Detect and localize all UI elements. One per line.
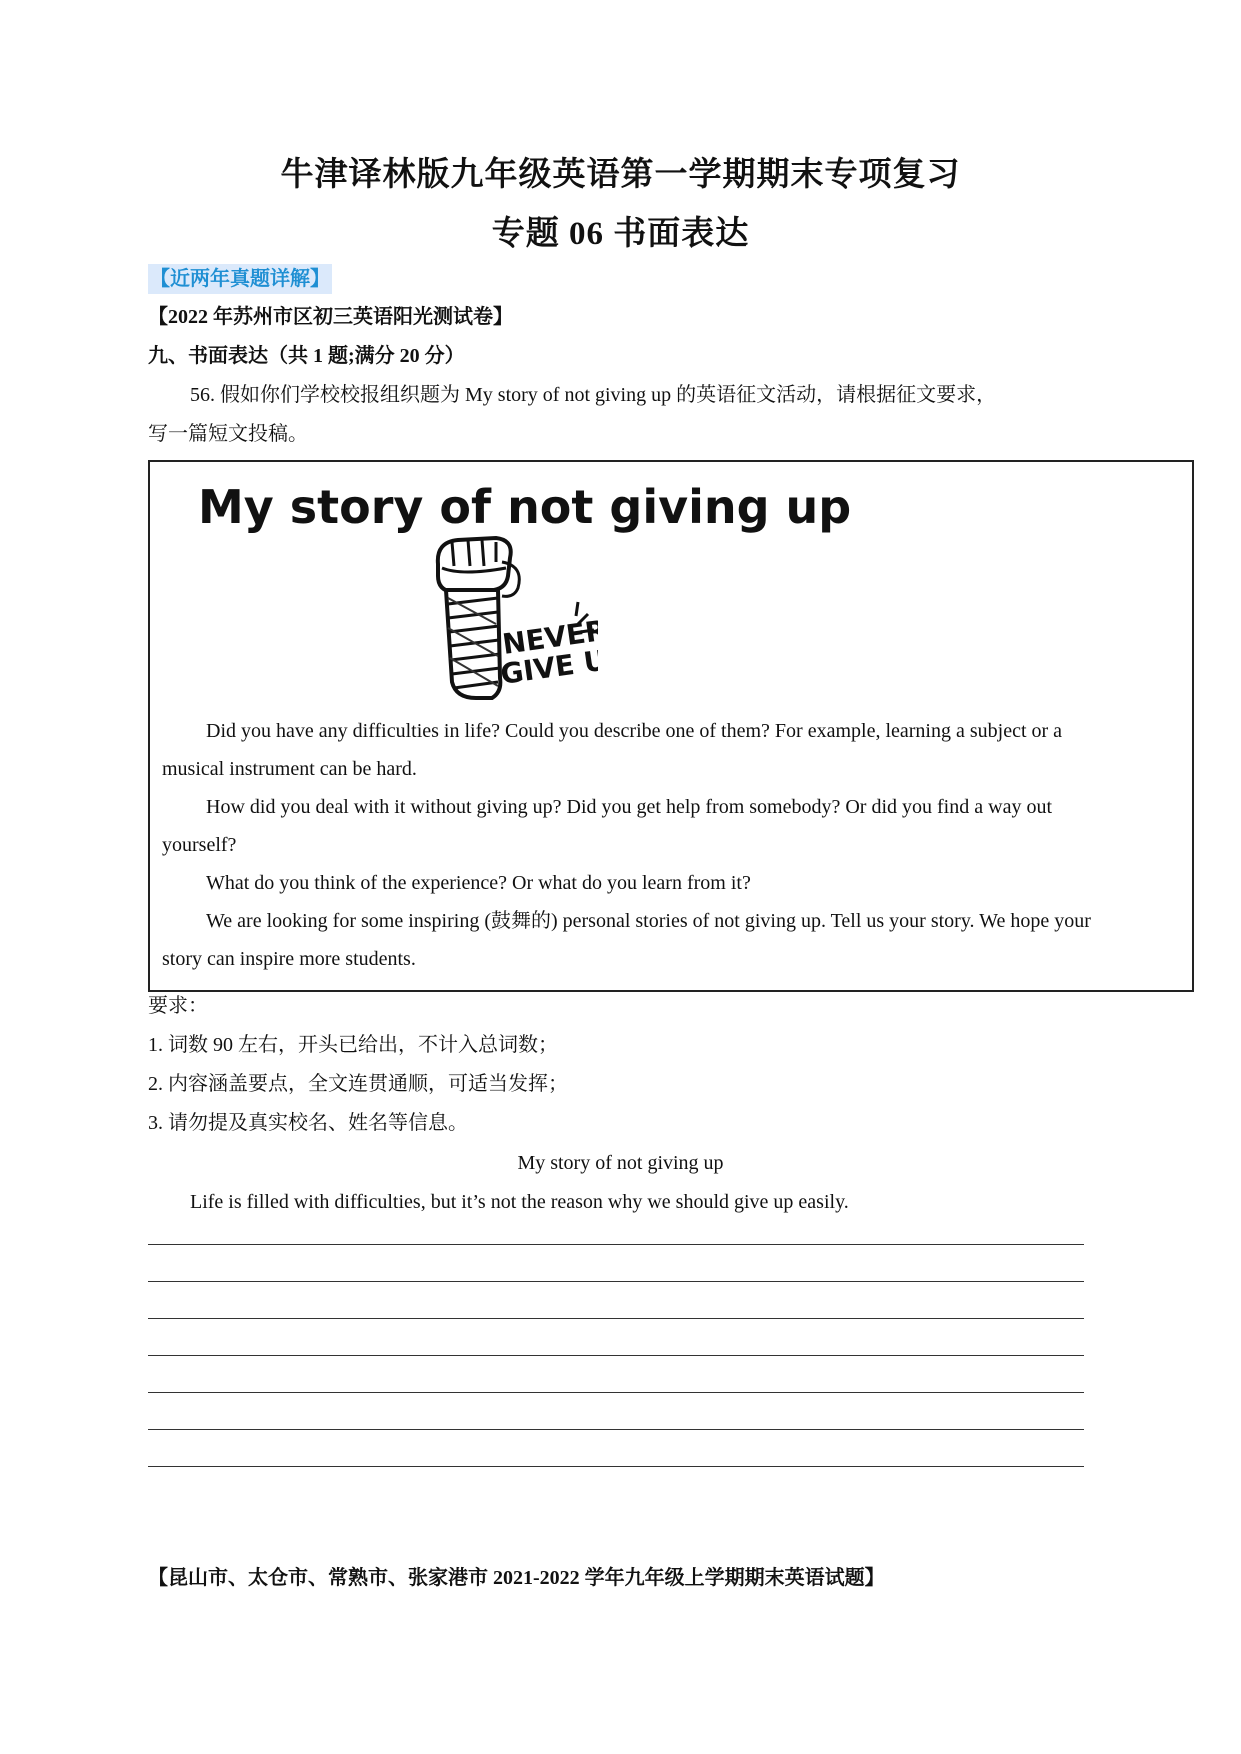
essay-opening-sentence: Life is filled with difficulties, but it’s not the reason why we should give up easily.	[190, 1191, 849, 1213]
prompt-paragraph-4-line1: We are looking for some inspiring (鼓舞的) personal stories of not giving up. Tell us your story. We hope your	[206, 910, 1091, 932]
page-title: 牛津译林版九年级英语第一学期期末专项复习	[280, 157, 961, 193]
question-text-line2: 写一篇短文投稿。	[148, 423, 308, 445]
prompt-paragraph-4-line2: story can inspire more students.	[162, 948, 416, 970]
prompt-paragraph-1-line1: Did you have any difficulties in life? Could you describe one of them? For example, learning a subject or a	[206, 720, 1063, 742]
prompt-paragraph-3-line1: What do you think of the experience? Or what do you learn from it?	[206, 872, 751, 894]
page-subtitle: 专题 06 书面表达	[491, 216, 750, 252]
never-give-up-image	[418, 532, 598, 704]
question-heading: 九、书面表达（共 1 题;满分 20 分）	[148, 345, 465, 367]
never-text: NEVER	[500, 613, 598, 661]
requirement-item-2: 2. 内容涵盖要点，全文连贯通顺，可适当发挥；	[148, 1073, 568, 1095]
prompt-paragraph-1-line2: musical instrument can be hard.	[162, 758, 417, 780]
exam-source-heading-2: 【昆山市、太仓市、常熟市、张家港市 2021-2022 学年九年级上学期期末英语试题】	[148, 1567, 885, 1589]
question-text-line1: 56. 假如你们学校校报组织题为 My story of not giving up 的英语征文活动，请根据征文要求，	[190, 384, 997, 406]
answer-line[interactable]	[148, 1429, 1084, 1430]
give-up-text: GIVE UP	[498, 640, 598, 691]
prompt-paragraph-4	[162, 902, 1182, 978]
answer-line[interactable]	[148, 1281, 1084, 1282]
answer-line[interactable]	[148, 1392, 1084, 1393]
answer-line[interactable]	[148, 1466, 1084, 1467]
requirements-heading: 要求：	[148, 995, 208, 1017]
prompt-banner: My story of not giving up	[198, 480, 852, 534]
prompt-paragraph-1	[162, 712, 1182, 788]
prompt-paragraph-2-line2: yourself?	[162, 834, 237, 856]
prompt-box	[148, 460, 1194, 992]
requirement-item-1: 1. 词数 90 左右，开头已给出，不计入总词数；	[148, 1034, 558, 1056]
answer-line[interactable]	[148, 1355, 1084, 1356]
requirement-item-3: 3. 请勿提及真实校名、姓名等信息。	[148, 1112, 468, 1134]
answer-line[interactable]	[148, 1318, 1084, 1319]
section-tag: 【近两年真题详解】	[148, 264, 332, 294]
exam-source-heading: 【2022 年苏州市区初三英语阳光测试卷】	[148, 306, 513, 328]
prompt-paragraph-2	[162, 788, 1182, 864]
prompt-paragraph-3	[162, 864, 1182, 902]
prompt-paragraph-2-line1: How did you deal with it without giving up? Did you get help from somebody? Or did you find a way out	[206, 796, 1052, 818]
answer-line[interactable]	[148, 1244, 1084, 1245]
essay-title: My story of not giving up	[517, 1152, 724, 1174]
fist-icon	[418, 532, 598, 704]
